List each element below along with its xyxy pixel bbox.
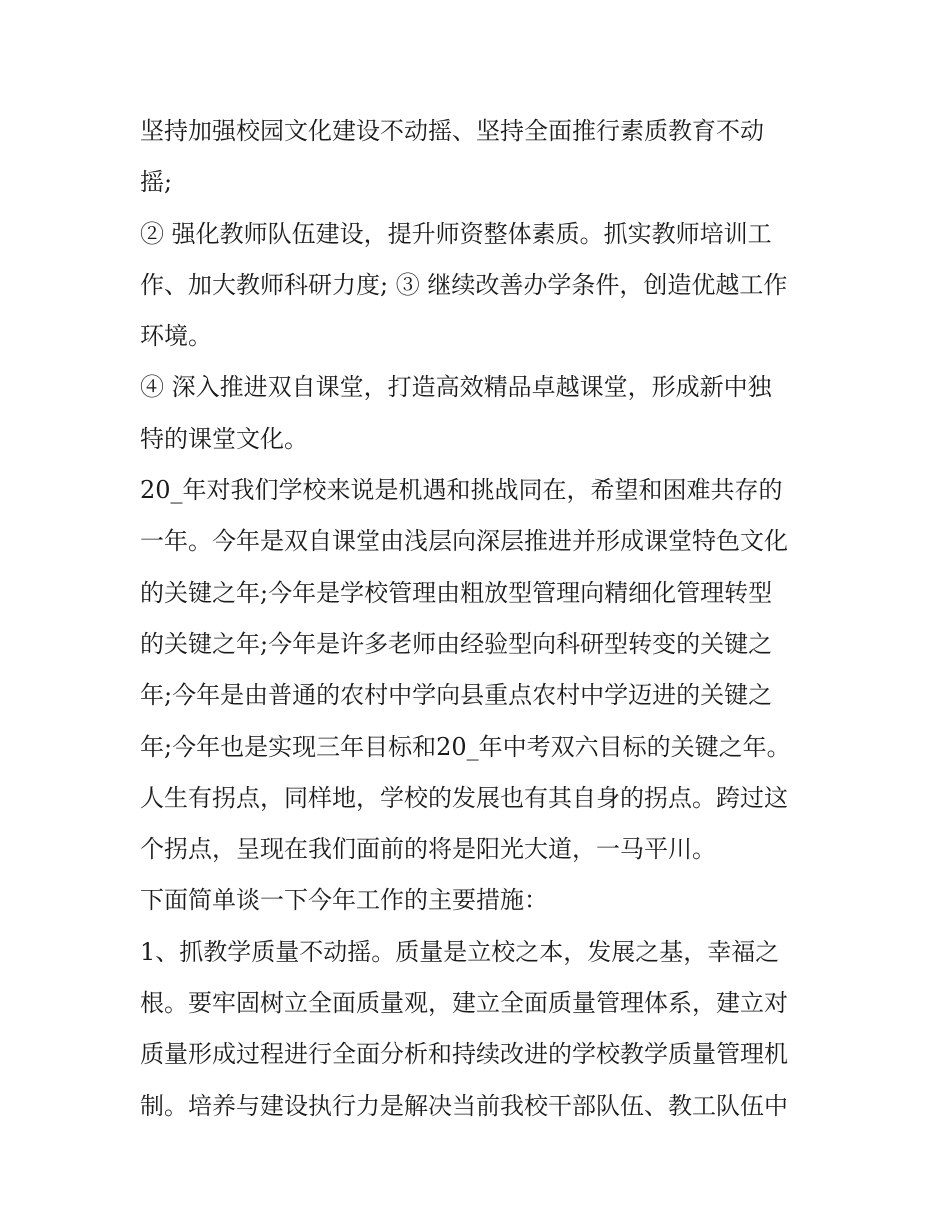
text-line-19: 质量形成过程进行全面分析和持续改进的学校教学质量管理机 [140, 1040, 788, 1069]
text-line-13: 年;今年也是实现三年目标和20_年中考双六目标的关键之年。 [140, 732, 791, 761]
text-line-9: 一年。今年是双自课堂由浅层向深层推进并形成课堂特色文化 [140, 527, 788, 556]
text-line-18: 根。要牢固树立全面质量观，建立全面质量管理体系，建立对 [140, 989, 788, 1018]
text-line-12: 年;今年是由普通的农村中学向县重点农村中学迈进的关键之 [140, 681, 773, 710]
text-line-20: 制。培养与建设执行力是解决当前我校干部队伍、教工队伍中 [140, 1091, 788, 1120]
text-line-8: 20_年对我们学校来说是机遇和挑战同在，希望和困难共存的 [140, 476, 783, 505]
text-line-17: 1、抓教学质量不动摇。质量是立校之本，发展之基，幸福之 [140, 937, 780, 966]
document-body [140, 106, 820, 1132]
text-line-2: 摇; [140, 168, 173, 197]
text-line-7: 特的课堂文化。 [140, 424, 308, 453]
text-line-14: 人生有拐点，同样地，学校的发展也有其自身的拐点。跨过这 [140, 783, 788, 812]
text-line-3: ② 强化教师队伍建设，提升师资整体素质。抓实教师培训工 [140, 219, 772, 248]
text-line-16: 下面简单谈一下今年工作的主要措施： [140, 886, 548, 915]
text-line-1: 坚持加强校园文化建设不动摇、坚持全面推行素质教育不动 [140, 117, 764, 145]
text-line-10: 的关键之年;今年是学校管理由粗放型管理向精细化管理转型 [140, 578, 773, 607]
text-line-11: 的关键之年;今年是许多老师由经验型向科研型转变的关键之 [140, 629, 773, 658]
text-line-5: 环境。 [140, 322, 212, 351]
text-line-15: 个拐点，呈现在我们面前的将是阳光大道，一马平川。 [140, 835, 716, 864]
text-line-4: 作、加大教师科研力度; ③ 继续改善办学条件，创造优越工作 [140, 270, 788, 299]
text-line-6: ④ 深入推进双自课堂，打造高效精品卓越课堂，形成新中独 [140, 373, 772, 402]
